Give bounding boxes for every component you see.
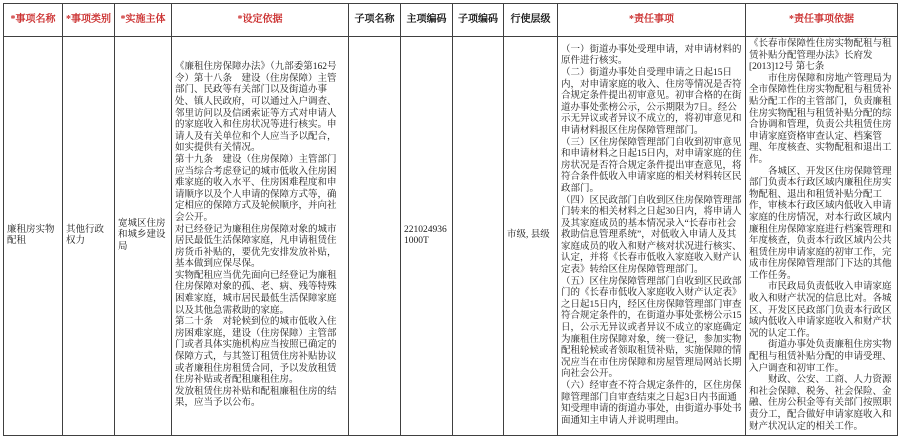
paragraph: （二）街道办事处自受理申请之日起15日内，对申请家庭的收入、住房等情况是否符合规定条件提出初审意见。初审合格的在街道办事处张榜公示，公示期限为7日。经公示无异议或者异议不成立的，将初审意见和申请材料报区住房保障管理部门。 <box>561 67 742 136</box>
cell-sub-item-code <box>453 37 504 436</box>
col-header-sub-item-code: 子项编码 <box>453 4 504 37</box>
paragraph: （五）区住房保障管理部门自收到区民政部门的《长春市低收入家庭收入财产认定表》之日起15日内，经区住房保障管理部门审查符合规定条件的，在街道办事处张榜公示15日，公示无异议或者异议不成立的家庭确定为廉租住房保障对象，统一登记，参加实物配租轮候或者领取租赁补贴，实施保障的情况应当在市住房保障和房屋管理局网站长期向社会公开。 <box>561 276 742 380</box>
col-header-main-item-code: 主项编码 <box>401 4 453 37</box>
paragraph: （六）经审查不符合规定条件的，区住房保障管理部门自审查结束之日起3日内书面通知受理申请的街道办事处，由街道办事处书面通知主申请人并说明理由。 <box>561 381 742 426</box>
cell-exercise-level: 市级, 县级 <box>504 37 558 436</box>
paragraph: 各城区、开发区住房保障管理部门负责本行政区域内廉租住房实物配租、退出和租赁补贴分配工作，审核本行政区域内低收入申请家庭的住房情况，对本行政区域内廉租住房保障家庭进行档案管理和年度核查，负责本行政区域内公共租赁住房申请家庭的初审工作，完成市住房保障管理部门下达的其他工作任务。 <box>749 166 892 281</box>
paragraph: 《廉租住房保障办法》（九部委第162号令）第十八条 建设（住房保障）主管部门、民政等有关部门以及街道办事处、镇人民政府，可以通过入户调查、邻里访问以及信函索证等方式对申请人的家庭收入和住房状况等进行核实。申请人及有关单位和个人应当予以配合，如实提供有关情况。 <box>175 62 337 154</box>
paragraph: 实物配租应当优先面向已经登记为廉租住房保障对象的孤、老、病、残等特殊困难家庭，城市居民最低生活保障家庭以及其他急需救助的家庭。 <box>175 270 337 316</box>
col-header-implementing-body: *实施主体 <box>115 4 172 37</box>
paragraph: （四）区民政部门自收到区住房保障管理部门转来的相关材料之日起30日内，将申请人及其家庭成员的基本情况录入“长春市社会救助信息管理系统”，对低收入申请人及其家庭成员的收入和财产核对状况进行核实、认定，并将《长春市低收入家庭收入财产认定表》转给区住房保障管理部门。 <box>561 195 742 276</box>
cell-item-name: 廉租房实物配租 <box>4 37 63 436</box>
paragraph: 财政、公安、工商、人力资源和社会保障、税务、社会保险、金融、住房公积金等有关部门按照职责分工，配合做好申请家庭收入和财产状况认定的相关工作。 <box>749 375 892 432</box>
col-header-item-name: *事项名称 <box>4 4 63 37</box>
paragraph: 第十九条 建设（住房保障）主管部门应当综合考虑登记的城市低收入住房困难家庭的收入水平、住房困难程度和申请顺序以及个人申请的保障方式等，确定相应的保障方式及轮候顺序，并向社会公开。 <box>175 154 337 223</box>
paragraph: （三）区住房保障管理部门自收到初审意见和申请材料之日起15日内，对申请家庭的住房状况是否符合规定条件提出审查意见，将符合条件低收入申请家庭的相关材料转区民政部门。 <box>561 137 742 194</box>
paragraph: 市民政局负责低收入申请家庭收入和财产状况的信息比对。各城区、开发区民政部门负责本行政区域内低收入申请家庭收入和财产状况的认定工作。 <box>749 282 892 339</box>
cell-implementing-body: 宽城区住房和城乡建设局 <box>115 37 172 436</box>
col-header-setting-basis: *设定依据 <box>172 4 349 37</box>
table-row <box>4 37 898 436</box>
paragraph: 街道办事处负责廉租住房实物配租与租赁补贴分配的申请受理、入户调查和初审工作。 <box>749 340 892 374</box>
cell-responsibility-items <box>558 37 746 436</box>
paragraph: 《长春市保障性住房实物配租与租赁补贴分配管理办法》长府发[2013]12号 第七条 <box>749 39 892 73</box>
paragraph: 第二十条 对轮候到位的城市低收入住房困难家庭，建设（住房保障）主管部门或者具体实施机构应当按照已确定的保障方式，与其签订租赁住房补贴协议或者廉租住房租赁合同，予以发放租赁住房补贴或者配租廉租住房。 <box>175 317 337 386</box>
cell-setting-basis <box>172 37 349 436</box>
paragraph: 发放租赁住房补贴和配租廉租住房的结果，应当予以公布。 <box>175 386 337 409</box>
paragraph: 对已经登记为廉租住房保障对象的城市居民最低生活保障家庭，凡申请租赁住房货币补贴的，要优先安排发放补贴，基本做到应保尽保。 <box>175 224 337 270</box>
cell-item-category: 其他行政权力 <box>63 37 115 436</box>
col-header-sub-item-name: 子项名称 <box>349 4 401 37</box>
col-header-responsibility-basis: *责任事项依据 <box>746 4 898 37</box>
paragraph: （一）街道办事处受理申请，对申请材料的原件进行核实。 <box>561 44 742 67</box>
cell-sub-item-name <box>349 37 401 436</box>
header-row <box>4 4 898 37</box>
responsibility-matrix-table <box>3 3 898 436</box>
cell-responsibility-basis <box>746 37 898 436</box>
col-header-exercise-level: 行使层级 <box>504 4 558 37</box>
col-header-item-category: *事项类别 <box>63 4 115 37</box>
col-header-responsibility-items: *责任事项 <box>558 4 746 37</box>
paragraph: 市住房保障和房地产管理局为全市保障性住房实物配租与租赁补贴分配工作的主管部门，负责廉租住房实物配租与租赁补贴分配的综合协调和管理，负责公共租赁住房申请家庭资格审查认定、档案管理、年度核查、实物配租和退出工作。 <box>749 73 892 165</box>
cell-main-item-code: 2210249361000T <box>401 37 453 436</box>
